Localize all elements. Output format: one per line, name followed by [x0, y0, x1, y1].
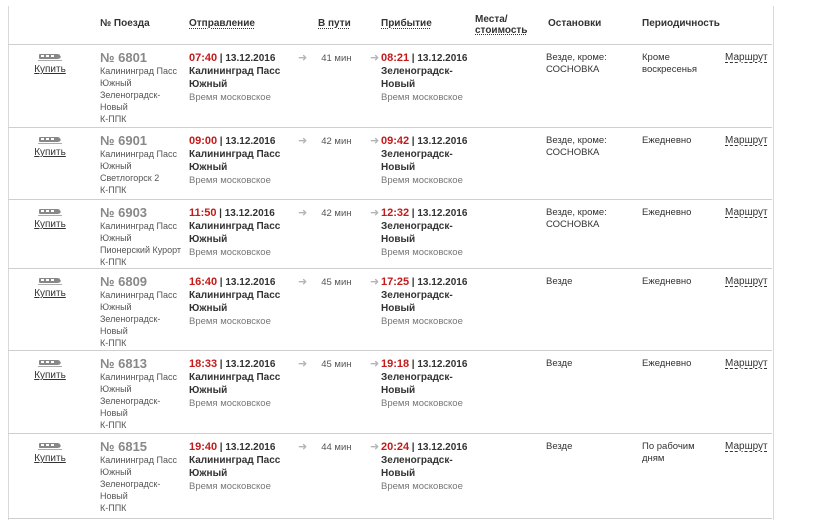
periodicity-text: Ежедневно: [642, 207, 692, 218]
buy-cell: [30, 442, 70, 465]
arrival-station-line: Зеленоградск-: [381, 290, 453, 301]
header-seats-cost-sort[interactable]: стоимость: [475, 25, 528, 36]
train-icon: [38, 208, 62, 217]
travel-time-cell: [298, 441, 380, 454]
stops-cell: [546, 358, 572, 370]
header-periodicity: Периодичность: [642, 18, 720, 29]
periodicity-text: дням: [642, 453, 665, 464]
stops-cell: [546, 135, 607, 159]
arrival-station-line: Зеленоградск-: [381, 455, 453, 466]
periodicity-text: воскресенья: [642, 64, 698, 75]
departure-cell: [189, 52, 280, 104]
arrival-date: | 13.12.2016: [411, 208, 468, 219]
departure-station-line: Калининград Пасс: [189, 66, 281, 77]
arrival-cell: [381, 441, 467, 493]
stops-text: Везде: [546, 276, 573, 287]
timezone-note: Время московское: [189, 398, 271, 409]
stops-text: Везде: [546, 441, 573, 452]
timezone-note: Время московское: [381, 92, 463, 103]
arrow-right-icon: ➜: [298, 135, 308, 147]
table-row: [8, 199, 772, 269]
departure-time: 11:50: [189, 207, 217, 219]
arrival-cell: [381, 358, 467, 410]
departure-date: | 13.12.2016: [219, 136, 276, 147]
departure-station-line: Калининград Пасс: [189, 221, 281, 232]
arrival-station-line: Новый: [381, 162, 416, 173]
buy-link[interactable]: Купить: [34, 147, 66, 158]
arrow-right-icon: ➜: [298, 358, 308, 370]
train-route-line: Новый: [100, 491, 128, 501]
periodicity-cell: [642, 276, 691, 288]
train-route-line: Светлогорск 2: [100, 173, 160, 183]
arrival-station-line: Новый: [381, 385, 416, 396]
travel-time-cell: [298, 135, 380, 148]
timezone-note: Время московское: [189, 92, 271, 103]
train-route-line: Южный: [100, 161, 132, 171]
periodicity-text: Ежедневно: [642, 358, 692, 369]
table-row: [8, 433, 772, 519]
arrow-right-icon: ➜: [370, 441, 380, 453]
train-number: № 6801: [100, 50, 148, 65]
stops-text: Везде, кроме:: [546, 52, 607, 63]
train-route-line: Зеленоградск-: [100, 314, 161, 324]
train-number: № 6809: [100, 274, 148, 289]
stops-cell: [546, 276, 572, 288]
arrow-right-icon: ➜: [370, 135, 380, 147]
table-row: [8, 44, 772, 128]
travel-duration: 42 мин: [321, 136, 352, 147]
buy-cell: [30, 277, 70, 300]
arrow-right-icon: ➜: [298, 207, 308, 219]
train-route-line: Южный: [100, 302, 132, 312]
route-link[interactable]: Маршрут: [725, 358, 768, 369]
arrival-time: 12:32: [381, 207, 410, 219]
periodicity-cell: [642, 207, 691, 219]
stops-text: СОСНОВКА: [546, 219, 600, 230]
travel-time-cell: [298, 52, 380, 65]
departure-date: | 13.12.2016: [219, 208, 275, 219]
arrow-right-icon: ➜: [298, 52, 308, 64]
arrow-right-icon: ➜: [298, 276, 308, 288]
train-icon: [38, 359, 62, 368]
table-row: [8, 350, 772, 434]
travel-time-cell: [298, 358, 380, 371]
arrow-right-icon: ➜: [370, 207, 380, 219]
travel-duration: 45 мин: [321, 359, 352, 370]
train-icon: [38, 136, 62, 145]
buy-link[interactable]: Купить: [34, 370, 66, 381]
train-number: № 6903: [100, 205, 148, 220]
arrival-cell: [381, 52, 467, 104]
train-route-line: Калининград Пасс: [100, 290, 178, 300]
arrival-time: 19:18: [381, 358, 410, 370]
train-number-cell: [100, 133, 177, 196]
arrival-time: 17:25: [381, 276, 410, 288]
table-row: [8, 268, 772, 351]
train-number-cell: [100, 274, 177, 349]
train-icon: [38, 53, 62, 62]
arrival-station-line: Новый: [381, 303, 416, 314]
departure-time: 07:40: [189, 52, 218, 64]
timezone-note: Время московское: [189, 247, 271, 258]
departure-station-line: Калининград Пасс: [189, 372, 281, 383]
departure-cell: [189, 358, 280, 410]
train-route-line: Южный: [100, 384, 132, 394]
arrival-date: | 13.12.2016: [411, 442, 468, 453]
train-route-line: Калининград Пасс: [100, 221, 178, 231]
arrival-station-line: Зеленоградск-: [381, 149, 453, 160]
periodicity-cell: [642, 52, 697, 76]
departure-date: | 13.12.2016: [219, 277, 276, 288]
train-route-line: Новый: [100, 326, 128, 336]
departure-station-line: Калининград Пасс: [189, 455, 281, 466]
periodicity-text: Ежедневно: [642, 276, 692, 287]
arrival-station-line: Зеленоградск-: [381, 372, 453, 383]
train-route-line: К-ППК: [100, 114, 127, 124]
train-route-line: Зеленоградск-: [100, 396, 161, 406]
buy-cell: [30, 359, 70, 382]
train-number-cell: [100, 50, 177, 125]
stops-text: Везде, кроме:: [546, 135, 607, 146]
arrival-station-line: Новый: [381, 234, 416, 245]
departure-cell: [189, 207, 280, 259]
table-header: [8, 6, 772, 45]
arrow-right-icon: ➜: [298, 441, 308, 453]
departure-station-line: Калининград Пасс: [189, 149, 281, 160]
stops-text: СОСНОВКА: [546, 147, 600, 158]
periodicity-cell: [642, 441, 695, 465]
departure-time: 19:40: [189, 441, 218, 453]
train-route-line: Калининград Пасс: [100, 372, 178, 382]
train-icon: [38, 277, 62, 286]
train-route-line: К-ППК: [100, 503, 127, 513]
train-route-line: Калининград Пасс: [100, 149, 178, 159]
arrow-right-icon: ➜: [370, 52, 380, 64]
train-route-line: К-ППК: [100, 420, 127, 430]
train-route-line: Южный: [100, 78, 132, 88]
route-link[interactable]: Маршрут: [725, 441, 768, 452]
route-link[interactable]: Маршрут: [725, 207, 768, 218]
stops-cell: [546, 52, 607, 76]
stops-cell: [546, 207, 607, 231]
timezone-note: Время московское: [189, 316, 271, 327]
train-route-line: Зеленоградск-: [100, 90, 161, 100]
travel-time-cell: [298, 207, 380, 220]
periodicity-text: Кроме: [642, 52, 670, 63]
arrival-cell: [381, 207, 467, 259]
timezone-note: Время московское: [381, 398, 463, 409]
departure-station-line: Южный: [189, 468, 228, 479]
route-link[interactable]: Маршрут: [725, 276, 768, 287]
header-seats-line1: Места/: [475, 14, 508, 25]
arrival-date: | 13.12.2016: [411, 136, 468, 147]
timezone-note: Время московское: [381, 247, 463, 258]
travel-duration: 44 мин: [321, 442, 352, 453]
train-number: № 6901: [100, 133, 148, 148]
departure-station-line: Южный: [189, 303, 228, 314]
travel-duration: 41 мин: [321, 53, 352, 64]
periodicity-cell: [642, 358, 691, 370]
travel-time-cell: [298, 276, 380, 289]
timezone-note: Время московское: [189, 481, 271, 492]
arrival-cell: [381, 276, 467, 328]
periodicity-cell: [642, 135, 691, 147]
train-route-line: К-ППК: [100, 185, 127, 195]
departure-station-line: Южный: [189, 162, 228, 173]
arrival-date: | 13.12.2016: [411, 53, 468, 64]
timezone-note: Время московское: [381, 175, 463, 186]
header-stops: Остановки: [548, 18, 602, 29]
route-link[interactable]: Маршрут: [725, 135, 768, 146]
arrival-station-line: Зеленоградск-: [381, 221, 453, 232]
departure-station-line: Южный: [189, 79, 228, 90]
header-departure-sort[interactable]: Отправление: [189, 18, 255, 29]
train-route-line: Новый: [100, 408, 128, 418]
train-route-line: К-ППК: [100, 338, 127, 348]
stops-text: СОСНОВКА: [546, 64, 600, 75]
train-number-cell: [100, 205, 181, 268]
periodicity-text: По рабочим: [642, 441, 695, 452]
arrow-right-icon: ➜: [370, 358, 380, 370]
departure-station-line: Калининград Пасс: [189, 290, 281, 301]
header-arrival-sort[interactable]: Прибытие: [381, 18, 432, 29]
buy-cell: [30, 136, 70, 159]
buy-link[interactable]: Купить: [34, 288, 66, 299]
stops-text: Везде, кроме:: [546, 207, 607, 218]
arrival-time: 20:24: [381, 441, 410, 453]
train-number: № 6815: [100, 439, 148, 454]
route-link[interactable]: Маршрут: [725, 52, 768, 63]
arrow-right-icon: ➜: [370, 276, 380, 288]
train-route-line: Зеленоградск-: [100, 479, 161, 489]
train-number-cell: [100, 439, 177, 514]
arrival-date: | 13.12.2016: [411, 359, 468, 370]
train-route-line: Калининград Пасс: [100, 455, 178, 465]
buy-link[interactable]: Купить: [34, 453, 66, 464]
departure-cell: [189, 441, 280, 493]
train-route-line: Пионерский Курорт: [100, 245, 182, 255]
arrival-date: | 13.12.2016: [411, 277, 468, 288]
stops-cell: [546, 441, 572, 453]
departure-date: | 13.12.2016: [219, 53, 276, 64]
departure-cell: [189, 135, 280, 187]
travel-duration: 45 мин: [321, 277, 352, 288]
timezone-note: Время московское: [189, 175, 271, 186]
departure-time: 16:40: [189, 276, 218, 288]
train-number: № 6813: [100, 356, 148, 371]
train-route-line: Южный: [100, 233, 132, 243]
header-train-number: № Поезда: [100, 18, 150, 29]
table-row: [8, 127, 772, 200]
departure-time: 09:00: [189, 135, 218, 147]
arrival-station-line: Новый: [381, 468, 416, 479]
buy-link[interactable]: Купить: [34, 64, 66, 75]
timezone-note: Время московское: [381, 481, 463, 492]
departure-station-line: Южный: [189, 234, 228, 245]
departure-station-line: Южный: [189, 385, 228, 396]
arrival-station-line: Новый: [381, 79, 416, 90]
buy-cell: [30, 208, 70, 231]
departure-date: | 13.12.2016: [219, 442, 276, 453]
train-icon: [38, 442, 62, 451]
train-number-cell: [100, 356, 177, 431]
header-seats: [475, 14, 527, 36]
arrival-cell: [381, 135, 467, 187]
arrival-time: 08:21: [381, 52, 410, 64]
arrival-time: 09:42: [381, 135, 410, 147]
departure-time: 18:33: [189, 358, 218, 370]
train-route-line: Южный: [100, 467, 132, 477]
departure-cell: [189, 276, 280, 328]
buy-cell: [30, 53, 70, 76]
departure-date: | 13.12.2016: [219, 359, 276, 370]
header-travel-time-sort[interactable]: В пути: [318, 18, 351, 29]
buy-link[interactable]: Купить: [34, 219, 66, 230]
stops-text: Везде: [546, 358, 573, 369]
timezone-note: Время московское: [381, 316, 463, 327]
travel-duration: 42 мин: [321, 208, 352, 219]
arrival-station-line: Зеленоградск-: [381, 66, 453, 77]
train-route-line: Новый: [100, 102, 128, 112]
train-route-line: К-ППК: [100, 257, 127, 267]
train-route-line: Калининград Пасс: [100, 66, 178, 76]
periodicity-text: Ежедневно: [642, 135, 692, 146]
